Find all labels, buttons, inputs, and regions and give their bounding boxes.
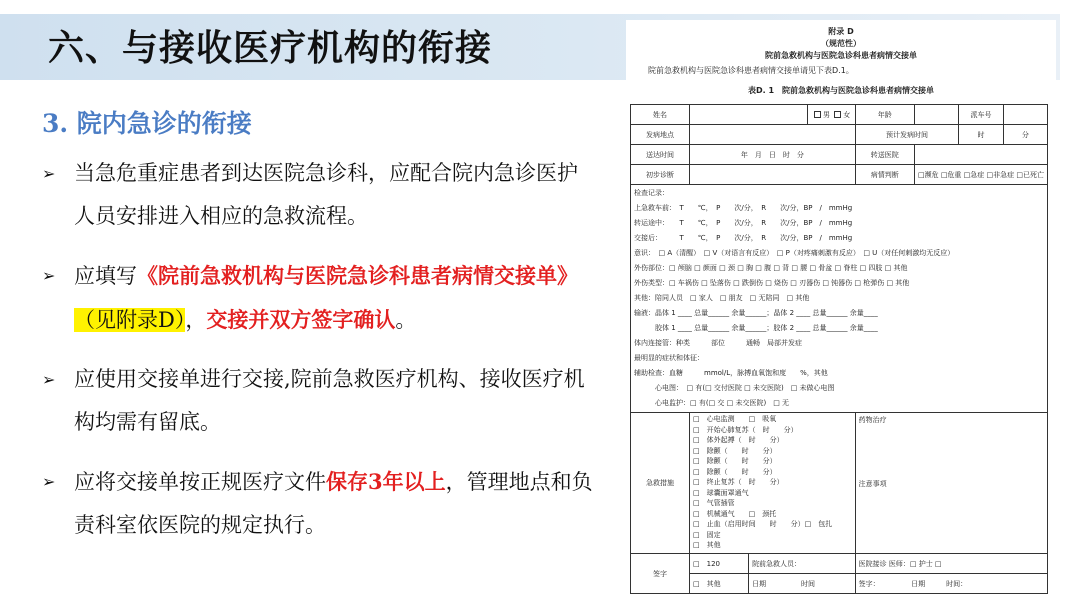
drug-notes-cell <box>855 413 1047 554</box>
sign-date-time: 日期 时间 <box>749 574 856 594</box>
rescue-item: □ 终止复苏（ 时 分） <box>693 478 784 486</box>
arrow-icon: ➢ <box>42 472 56 491</box>
notes-label: 注意事项 <box>858 480 887 488</box>
exam-line: 心电监护：□ 有(□ 交 □ 未交医院) □ 无 <box>634 399 790 407</box>
table-row <box>631 185 1048 413</box>
sign-label: 签字 <box>631 554 690 594</box>
appendix-highlight: （见附录D） <box>74 308 186 332</box>
place-label: 发病地点 <box>631 125 690 145</box>
bullet-text: ， <box>185 308 207 332</box>
onset-label: 预计发病时间 <box>855 125 959 145</box>
age-label: 年龄 <box>855 105 914 125</box>
form-normative: （规范性） <box>821 39 861 48</box>
drug-label: 药物治疗 <box>858 416 887 424</box>
arrow-icon: ➢ <box>42 370 56 389</box>
section-title: 3. 院内急诊的衔接 <box>42 109 252 138</box>
car-value <box>1003 105 1047 125</box>
diagnosis-label: 初步诊断 <box>631 165 690 185</box>
onset-hour: 时 <box>959 125 1003 145</box>
rescue-item: □ 球囊面罩通气 <box>693 488 749 497</box>
sign-prehospital: 院前急救人员： <box>749 554 856 574</box>
sign-hospital: 医院接诊 医师：□ 护士 □ <box>855 554 1047 574</box>
table-row <box>631 574 1048 594</box>
car-label: 派车号 <box>959 105 1003 125</box>
table-row <box>631 145 1048 165</box>
hospital-value <box>914 145 1047 165</box>
exam-line: 外伤部位：□ 颅脑 □ 颜面 □ 颈 □ 胸 □ 腹 □ 背 □ 腰 □ 骨盆 □ 脊柱 □ 四肢 □ 其他 <box>634 264 908 272</box>
exam-line: 胶体 1 ____ 总量______ 余量______；胶体 2 ____ 总量______ 余量____ <box>634 324 878 332</box>
sign-120: □ 120 <box>690 554 749 574</box>
sign-hospital-date: 签字： 日期 时间： <box>855 574 1047 594</box>
table-row <box>631 125 1048 145</box>
table-row <box>631 105 1048 125</box>
exam-line: 最明显的症状和体征： <box>634 354 704 362</box>
rescue-item: □ 固定 <box>693 530 721 539</box>
gender-options: 男 女 <box>807 105 855 125</box>
exam-line: 辅助检查：血糖 mmol/L，脉搏血氧饱和度 %，其他 <box>634 369 828 377</box>
severity-label: 病情判断 <box>855 165 914 185</box>
arrow-icon: ➢ <box>42 164 56 183</box>
exam-line: 上急救车前： T ℃， P 次/分， R 次/分，BP / mmHg <box>634 204 853 212</box>
rescue-item: □ 气管插管 <box>693 499 735 507</box>
exam-line: 心电图： □ 有(□ 交付医院 □ 未交医院) □ 未做心电图 <box>634 384 835 392</box>
exam-line: 输液：晶体 1 ____ 总量______ 余量______；晶体 2 ____ 总量______ 余量____ <box>634 309 878 317</box>
bullet-text: 应将交接单按正规医疗文件 <box>74 470 326 494</box>
sign-highlight: 交接并双方签字确认 <box>206 307 396 332</box>
sign-other: □ 其他 <box>690 574 749 594</box>
place-value <box>690 125 856 145</box>
page-title: 六、与接收医疗机构的衔接 <box>48 27 493 69</box>
retention-highlight: 保存3年以上 <box>326 469 446 494</box>
bullet-list <box>42 152 594 563</box>
form-heading: 院前急救机构与医院急诊科患者病情交接单 <box>765 51 917 60</box>
bullet-text: ，管理地点和负责科室依医院的规定执行。 <box>74 470 593 537</box>
rescue-item: □ 除颤（ 时 分） <box>693 467 777 476</box>
form-table-title: 表D. 1 院前急救机构与医院急诊科患者病情交接单 <box>747 86 935 95</box>
rescue-item: □ 除颤（ 时 分） <box>693 457 777 465</box>
bullet-item <box>42 358 594 444</box>
rescue-label: 急救措施 <box>631 413 690 554</box>
handover-form-image <box>626 20 1056 596</box>
form-intro: 院前急救机构与医院急诊科患者病情交接单请见下表D.1。 <box>648 66 854 75</box>
bullet-text: 。 <box>395 308 417 332</box>
exam-line: 外伤类型：□ 车祸伤 □ 坠落伤 □ 跌倒伤 □ 烧伤 □ 刃器伤 □ 钝器伤 □ 枪弹伤 □ 其他 <box>634 279 910 287</box>
bullet-text: 当急危重症患者到达医院急诊科，应配合院内急诊医护人员安排进入相应的急救流程。 <box>74 161 578 228</box>
bullet-item <box>42 152 594 238</box>
exam-line: 体内连接管：种类 部位 通畅 局部并发症 <box>634 339 802 347</box>
table-row <box>631 165 1048 185</box>
rescue-item: □ 止血（启用时间 时 分）□ 包扎 <box>693 520 833 528</box>
handover-table <box>630 104 1048 594</box>
exam-line: 检查记录： <box>634 189 669 197</box>
onset-min: 分 <box>1003 125 1047 145</box>
arrival-label: 送达时间 <box>631 145 690 165</box>
rescue-item: □ 机械通气 □ 颈托 <box>693 509 777 518</box>
hospital-label: 转送医院 <box>855 145 914 165</box>
name-label: 姓名 <box>631 105 690 125</box>
rescue-item: □ 除颤（ 时 分） <box>693 446 777 455</box>
form-appendix: 附录 D <box>828 27 854 36</box>
exam-line: 交接后： T ℃， P 次/分， R 次/分，BP / mmHg <box>634 234 853 242</box>
rescue-item: □ 心电监测 □ 吸氧 <box>693 415 777 423</box>
bullet-item <box>42 460 594 547</box>
arrival-value: 年 月 日 时 分 <box>690 145 856 165</box>
age-value <box>914 105 958 125</box>
exam-line: 其他：陪同人员 □ 家人 □ 朋友 □ 无陪同 □ 其他 <box>634 294 810 302</box>
severity-options: □濒危 □危重 □急症 □非急症 □已死亡 <box>914 165 1047 185</box>
bullet-text: 应填写 <box>74 264 137 288</box>
table-row <box>631 413 1048 554</box>
name-value <box>690 105 808 125</box>
rescue-item: □ 其他 <box>693 541 721 549</box>
rescue-list <box>690 413 856 554</box>
diagnosis-value <box>690 165 856 185</box>
table-row <box>631 554 1048 574</box>
exam-record <box>631 185 1048 413</box>
bullet-text: 应使用交接单进行交接,院前急救医疗机构、接收医疗机构均需有留底。 <box>74 367 585 434</box>
rescue-item: □ 开始心肺复苏（ 时 分） <box>693 425 798 434</box>
exam-line: 意识： □ A（清醒） □ V（对语言有反应） □ P（对疼痛刺激有反应） □ U（对任何刺激均无反应） <box>634 249 955 257</box>
rescue-item: □ 体外起搏（ 时 分） <box>693 436 784 444</box>
form-name-highlight: 《院前急救机构与医院急诊科患者病情交接单》 <box>137 263 578 288</box>
bullet-item <box>42 254 594 342</box>
exam-line: 转运途中： T ℃， P 次/分， R 次/分，BP / mmHg <box>634 219 853 227</box>
arrow-icon: ➢ <box>42 266 56 285</box>
